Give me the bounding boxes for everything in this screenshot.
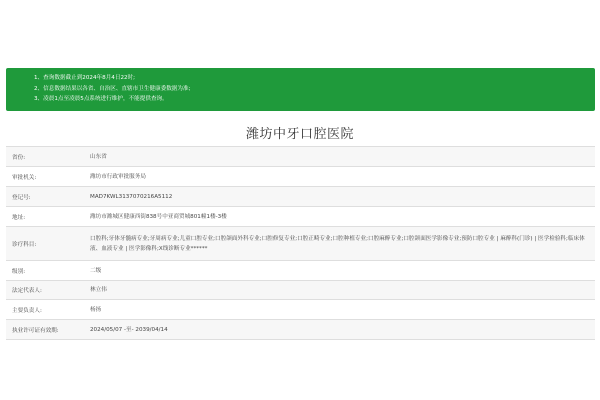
row-label: 法定代表人: xyxy=(12,288,42,294)
row-label: 审批机关: xyxy=(12,174,37,181)
row-value: MAD7KWL3137070216A5112 xyxy=(90,193,173,200)
row-label: 诊疗科目: xyxy=(12,241,37,248)
table-row-address xyxy=(6,207,595,227)
row-label: 执业许可证有效期: xyxy=(12,327,59,334)
row-value: 2024/05/07 -至- 2039/04/14 xyxy=(90,326,168,333)
row-label: 主要负责人: xyxy=(12,307,42,314)
notice-line-3: 3、凌晨1点至凌晨5点系统进行维护，不能提供查询。 xyxy=(34,96,168,103)
row-value: 口腔科;牙体牙髓病专业;牙周病专业;儿童口腔专业;口腔颌面外科专业;口腔修复专业;口腔正畸专业;口腔种植专业;口腔麻醉专业;口腔颌面医学影像专业;预防口腔专业 | 麻醉科(门诊) | 医学检验科;临床体液、血液专业 | 医学影像科;X线诊断专业****** xyxy=(90,235,585,252)
row-value: 杨扬 xyxy=(90,306,102,313)
table-row-level xyxy=(6,261,595,281)
table-row-approval-authority xyxy=(6,167,595,187)
row-label: 登记号: xyxy=(12,194,31,201)
row-value: 潍坊市潍城区健康西街838号中亚商贸城801幢1楼-3楼 xyxy=(90,213,227,220)
notice-line-2: 2、信息数据结果以各省、自治区、直辖市卫生健康委数据为准; xyxy=(34,85,191,92)
table-row-registration-number xyxy=(6,187,595,207)
hospital-info-table xyxy=(6,146,595,340)
table-row-legal-representative xyxy=(6,281,595,300)
page-title: 潍坊中牙口腔医院 xyxy=(245,127,354,142)
row-value: 林立伟 xyxy=(90,287,107,293)
notice-banner xyxy=(6,68,595,111)
table-row-departments xyxy=(6,227,595,261)
row-label: 级别: xyxy=(12,268,26,275)
table-row-principal xyxy=(6,300,595,320)
row-value: 二级 xyxy=(90,267,102,274)
table-row-province xyxy=(6,147,595,167)
row-value: 山东省 xyxy=(90,153,107,160)
row-label: 地址: xyxy=(12,214,26,221)
notice-line-1: 1、查询数据截止到2024年8月4日22时; xyxy=(34,75,136,81)
row-value: 潍坊市行政审批服务局 xyxy=(90,173,146,180)
row-label: 省份: xyxy=(12,154,26,161)
table-row-license-validity xyxy=(6,320,595,340)
